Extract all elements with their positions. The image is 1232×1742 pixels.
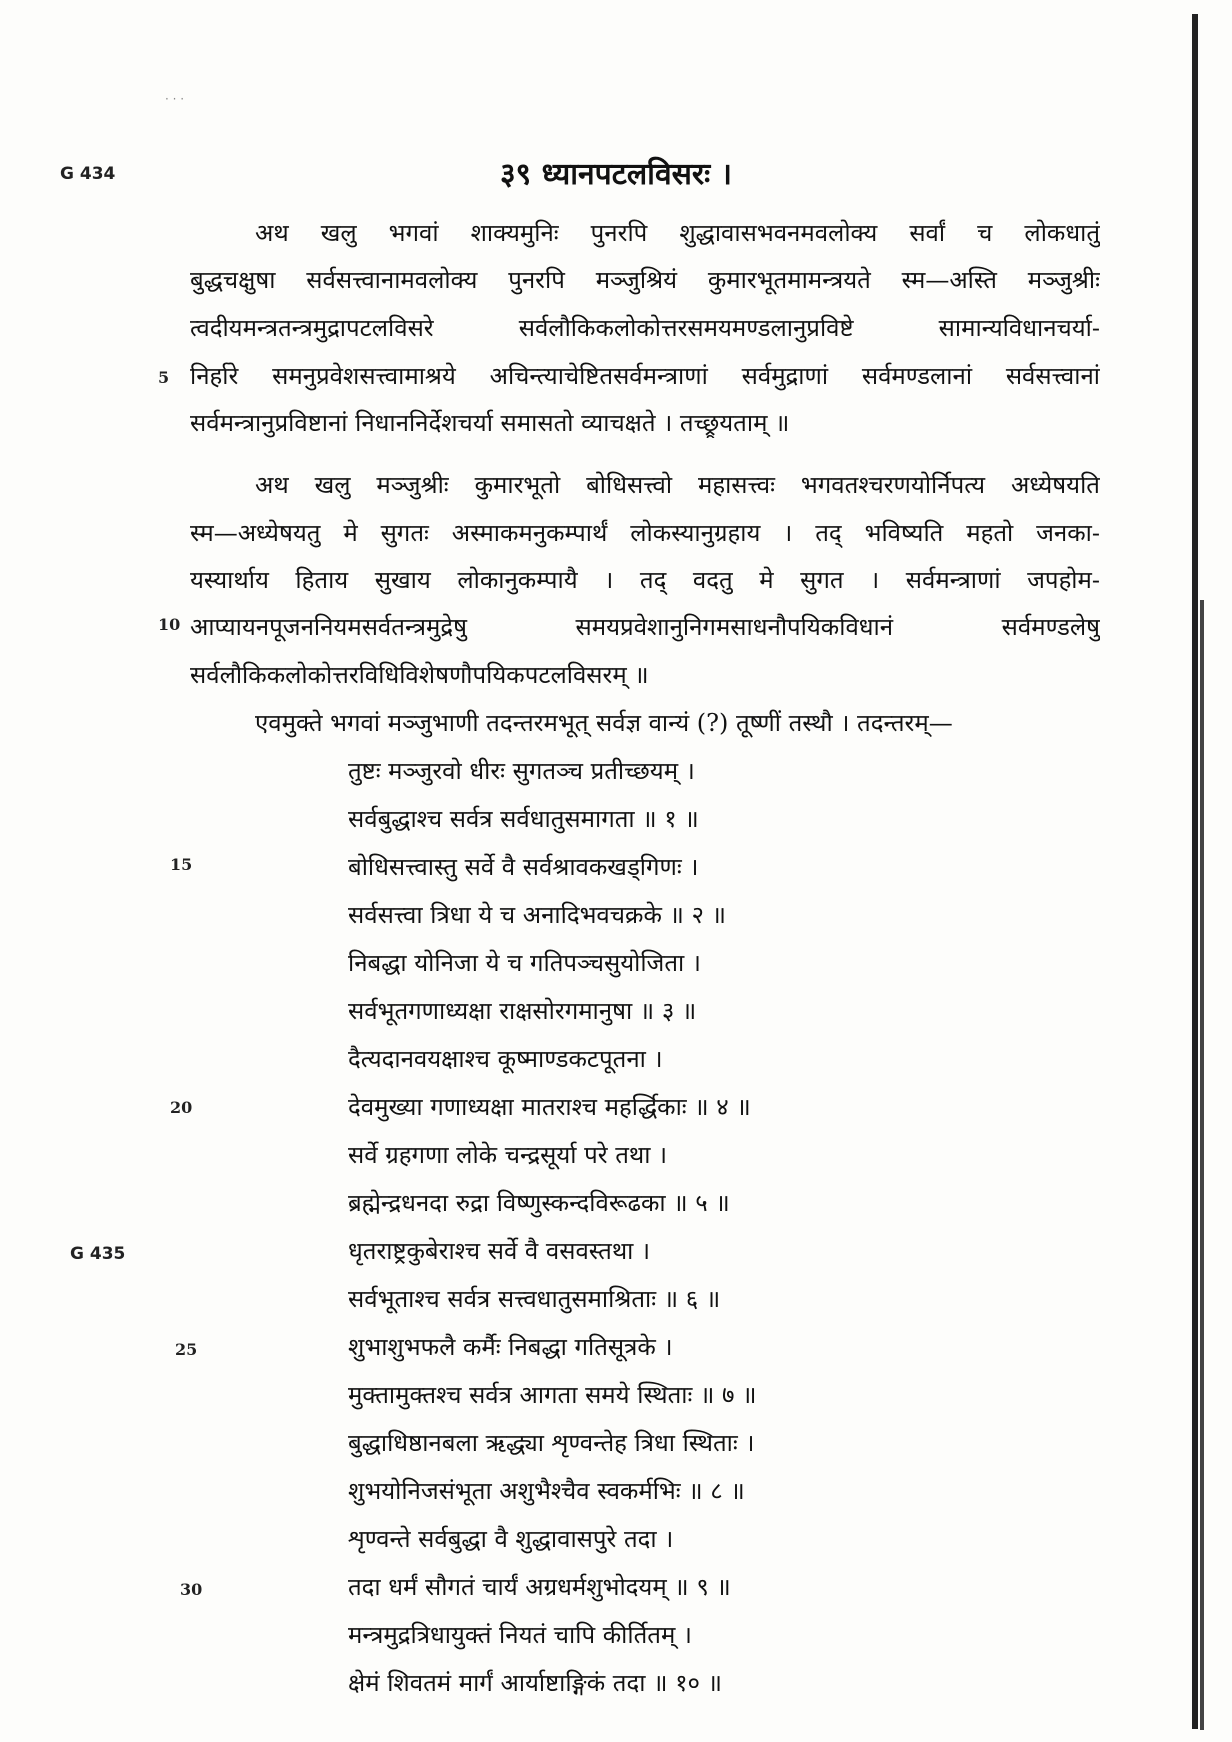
verse-line: शृण्वन्ते सर्वबुद्धा वै शुद्धावासपुरे तदा । <box>348 1525 674 1553</box>
scan-speck: · · · <box>165 92 185 106</box>
verse-line: निबद्धा योनिजा ये च गतिपञ्चसुयोजिता । <box>348 949 701 977</box>
chapter-title: ३९ ध्यानपटलविसरः । <box>499 157 733 192</box>
paragraph-2-line: यस्यार्थाय हिताय सुखाय लोकानुकम्पायै । तद् वदतु मे सुगत । सर्वमन्त्राणां जपहोम- <box>190 566 1100 594</box>
verse-line: सर्वसत्त्वा त्रिधा ये च अनादिभवचक्रके ॥ २ ॥ <box>348 901 727 929</box>
verse-line: तदा धर्मं सौगतं चार्यं अग्रधर्मशुभोदयम् ॥ ९ ॥ <box>348 1573 731 1601</box>
line-number-30: 30 <box>180 1580 203 1599</box>
verse-line: सर्वभूताश्च सर्वत्र सत्त्वधातुसमाश्रिताः ॥ ६ ॥ <box>348 1285 721 1313</box>
line-number-25: 25 <box>175 1340 198 1359</box>
verse-line: धृतराष्ट्रकुबेराश्च सर्वे वै वसवस्तथा । <box>348 1237 651 1265</box>
verse-line: बोधिसत्त्वास्तु सर्वे वै सर्वश्रावकखड्गिणः । <box>348 853 699 881</box>
line-number-5: 5 <box>158 368 170 387</box>
line-number-10: 10 <box>158 615 181 634</box>
verse-line: शुभयोनिजसंभूता अशुभैश्चैव स्वकर्मभिः ॥ ८ ॥ <box>348 1477 745 1505</box>
paragraph-1-line: सर्वमन्त्रानुप्रविष्टानां निधाननिर्देशचर्या समासतो व्याचक्षते । तच्छ्रूयताम् ॥ <box>190 409 790 437</box>
paragraph-2-line: स्म—अध्येषयतु मे सुगतः अस्माकमनुकम्पार्थं लोकस्यानुग्रहाय । तद् भविष्यति महतो जनका- <box>190 519 1100 547</box>
verse-line: देवमुख्या गणाध्यक्षा मातराश्च महर्द्धिकाः ॥ ४ ॥ <box>348 1093 751 1121</box>
paragraph-2-line: सर्वलौकिकलोकोत्तरविधिविशेषणौपयिकपटलविसरम् ॥ <box>190 661 649 689</box>
margin-ref-g435: G 435 <box>70 1244 126 1264</box>
paragraph-2-line: अथ खलु मञ्जुश्रीः कुमारभूतो बोधिसत्त्वो महासत्त्वः भगवतश्चरणयोर्निपत्य अध्येषयति <box>255 471 1100 499</box>
verse-line: मुक्तामुक्तश्च सर्वत्र आगता समये स्थिताः ॥ ७ ॥ <box>348 1381 757 1409</box>
verse-line: तुष्टः मञ्जुरवो धीरः सुगतञ्च प्रतीच्छयम् । <box>348 757 695 785</box>
line-number-15: 15 <box>170 855 193 874</box>
verse-line: बुद्धाधिष्ठानबला ऋद्ध्या शृण्वन्तेह त्रिधा स्थिताः । <box>348 1429 755 1457</box>
paragraph-1-line: अथ खलु भगवां शाक्यमुनिः पुनरपि शुद्धावासभवनमवलोक्य सर्वां च लोकधातुं <box>255 219 1100 247</box>
page-binding-shadow <box>1200 600 1204 1730</box>
paragraph-3-line: एवमुक्ते भगवां मञ्जुभाणी तदन्तरमभूत् सर्वज्ञ वान्यं (?) तूष्णीं तस्थौ । तदन्तरम्— <box>255 709 953 737</box>
verse-line: दैत्यदानवयक्षाश्च कूष्माण्डकटपूतना । <box>348 1045 663 1073</box>
paragraph-1-line: त्वदीयमन्त्रतन्त्रमुद्रापटलविसरे सर्वलौकिकलोकोत्तरसमयमण्डलानुप्रविष्टे सामान्यविधानचर्या- <box>190 314 1100 342</box>
verse-line: सर्वे ग्रहगणा लोके चन्द्रसूर्या परे तथा । <box>348 1141 668 1169</box>
verse-line: ब्रह्मेन्द्रधनदा रुद्रा विष्णुस्कन्दविरूढका ॥ ५ ॥ <box>348 1189 730 1217</box>
verse-line: शुभाशुभफलै कर्मैः निबद्धा गतिसूत्रके । <box>348 1333 673 1361</box>
paragraph-1-line: बुद्धचक्षुषा सर्वसत्त्वानामवलोक्य पुनरपि मञ्जुश्रियं कुमारभूतमामन्त्रयते स्म—अस्ति मञ्जुश्रीः <box>190 266 1100 294</box>
paragraph-2-line: आप्यायनपूजननियमसर्वतन्त्रमुद्रेषु समयप्रवेशानुनिगमसाधनौपयिकविधानं सर्वमण्डलेषु <box>190 613 1100 641</box>
verse-line: क्षेमं शिवतमं मार्गं आर्याष्टाङ्गिकं तदा ॥ १० ॥ <box>348 1669 723 1697</box>
margin-ref-g434: G 434 <box>60 164 116 184</box>
verse-line: सर्वबुद्धाश्च सर्वत्र सर्वधातुसमागता ॥ १ ॥ <box>348 805 699 833</box>
line-number-20: 20 <box>170 1098 193 1117</box>
verse-line: सर्वभूतगणाध्यक्षा राक्षसोरगमानुषा ॥ ३ ॥ <box>348 997 697 1025</box>
paragraph-1-line: निर्हारे समनुप्रवेशसत्त्वामाश्रये अचिन्त्याचेष्टितसर्वमन्त्राणां सर्वमुद्राणां सर्वमण्डलानां सर्वसत्त्वानां <box>190 362 1100 390</box>
verse-line: मन्त्रमुद्रत्रिधायुक्तं नियतं चापि कीर्तितम् । <box>348 1621 693 1649</box>
page-binding-edge <box>1192 14 1198 1729</box>
